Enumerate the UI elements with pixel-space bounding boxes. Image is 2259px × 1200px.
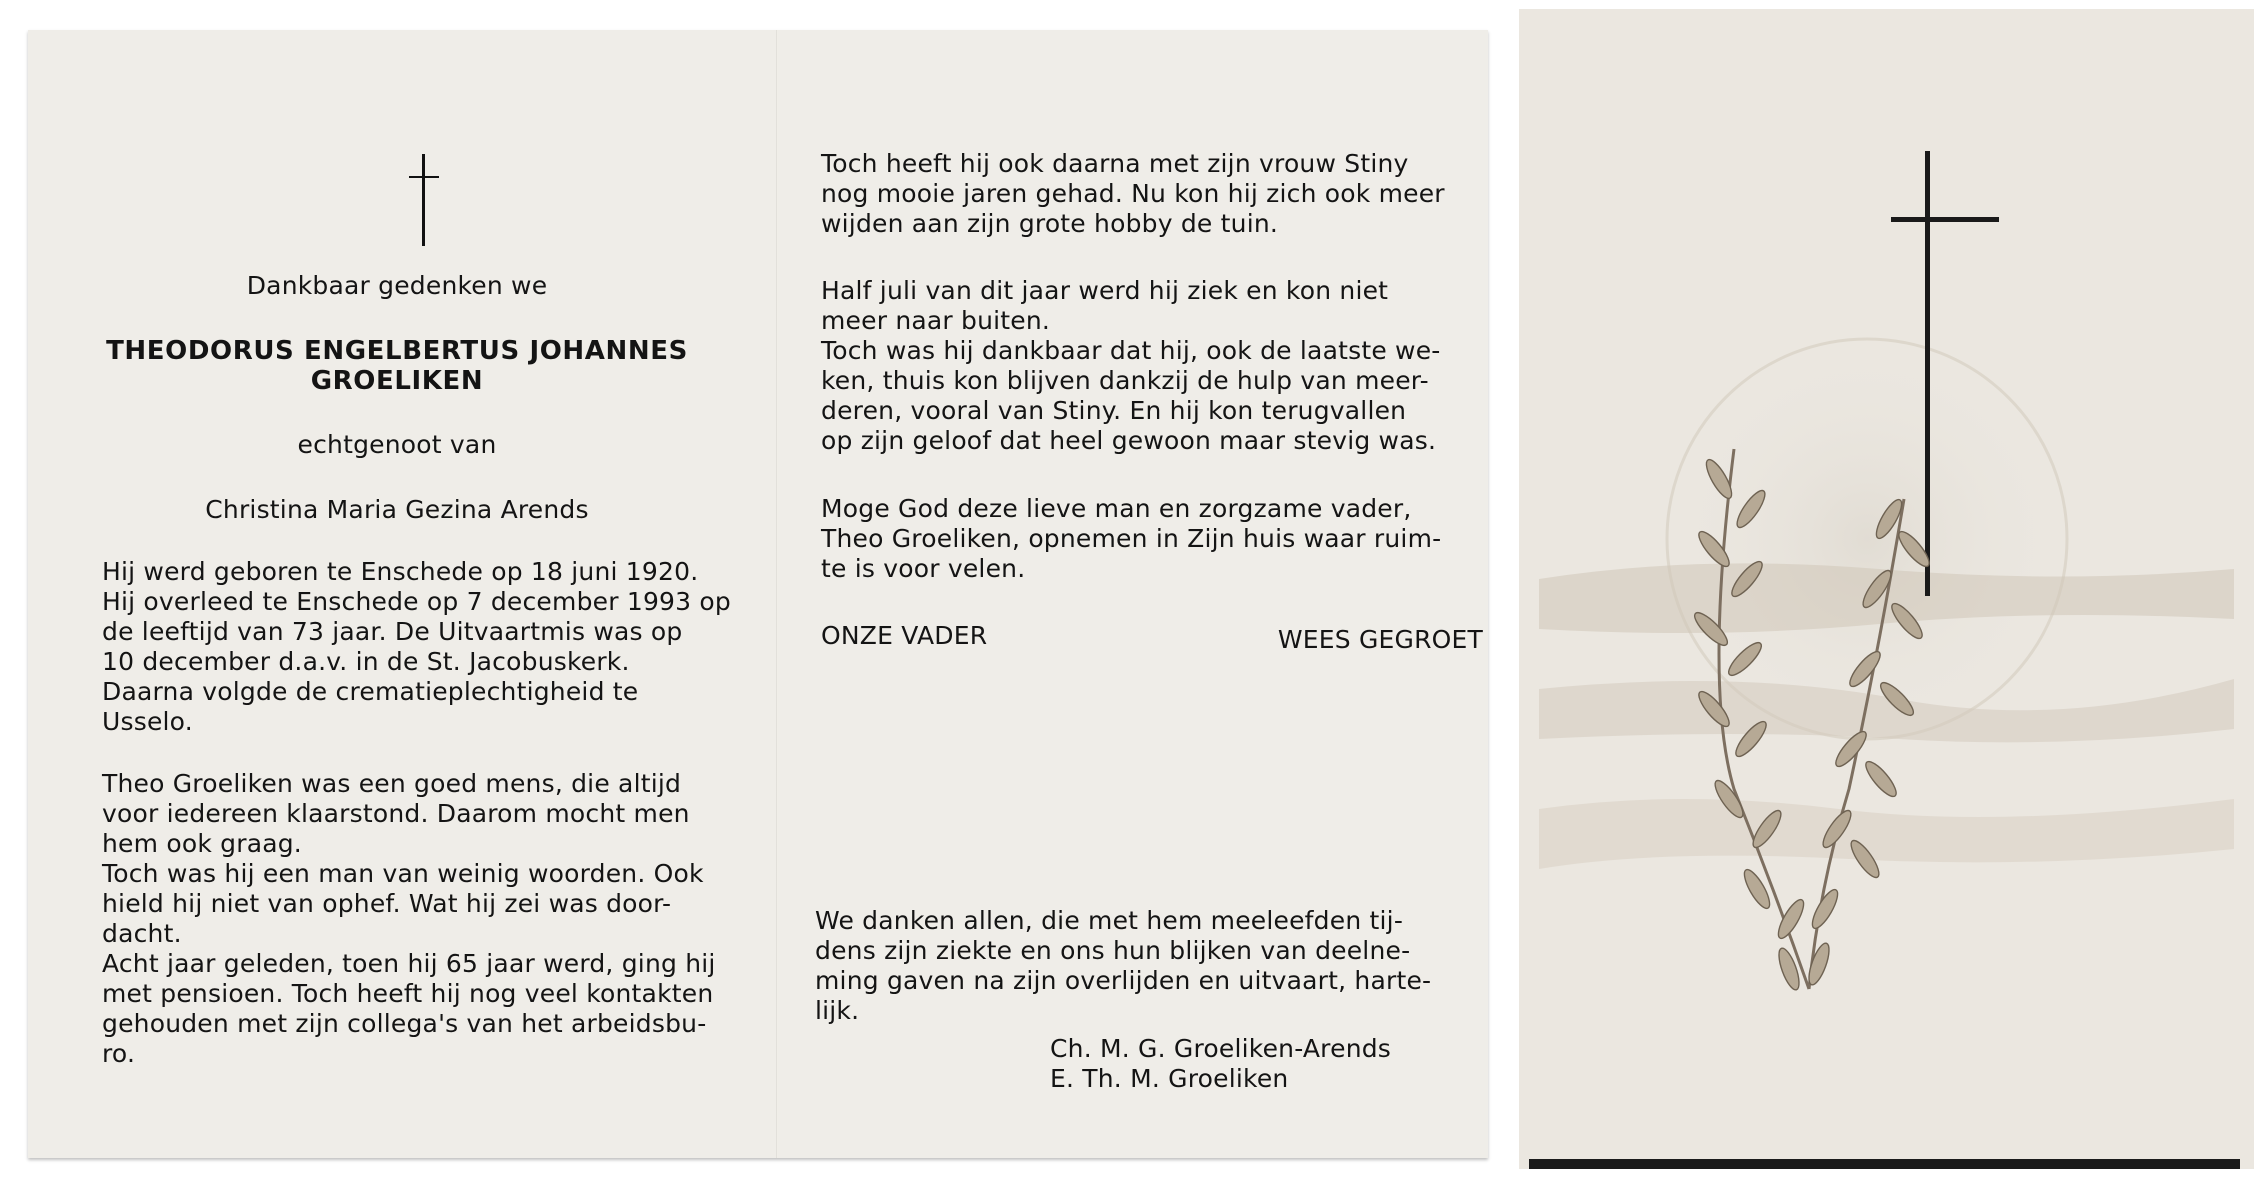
- brush-wash-icon: [1539, 563, 2234, 869]
- text-line: Toch was hij een man van weinig woorden. Ook: [102, 859, 704, 888]
- text-line: Toch was hij dankbaar dat hij, ook de laatste we-: [821, 336, 1441, 365]
- text-line: dacht.: [102, 919, 182, 948]
- intro-text: Dankbaar gedenken we: [246, 271, 548, 300]
- text-line: hem ook graag.: [102, 829, 302, 858]
- text-line: Usselo.: [102, 707, 193, 736]
- left-page: [72, 30, 731, 1158]
- text-line: lijk.: [815, 996, 860, 1025]
- text-line: gehouden met zijn collega's van het arbeidsbu-: [102, 1009, 707, 1038]
- later-years-paragraph: [821, 149, 1473, 239]
- text-line: Theo Groeliken was een goed mens, die altijd: [102, 769, 682, 798]
- text-line: Hij overleed te Enschede op 7 december 1993 op: [102, 587, 731, 616]
- prayer-card-cover: [1519, 9, 2254, 1169]
- text-line: met pensioen. Toch heeft hij nog veel kontakten: [102, 979, 714, 1008]
- text-line: op zijn geloof dat heel gewoon maar stevig was.: [821, 426, 1437, 455]
- text-line: de leeftijd van 73 jaar. De Uitvaartmis was op: [102, 617, 683, 646]
- text-line: Hij werd geboren te Enschede op 18 juni 1920.: [102, 557, 699, 586]
- text-line: Daarna volgde de crematieplechtigheid te: [102, 677, 639, 706]
- text-line: deren, vooral van Stiny. En hij kon terugvallen: [821, 396, 1407, 425]
- character-paragraph: [102, 769, 732, 1069]
- spouse-name: Christina Maria Gezina Arends: [205, 495, 589, 524]
- signature-widow: Ch. M. G. Groeliken-Arends: [1050, 1034, 1392, 1063]
- thanks-paragraph: [815, 906, 1477, 1026]
- text-line: meer naar buiten.: [821, 306, 1051, 335]
- text-line: We danken allen, die met hem meeleefden tij-: [815, 906, 1404, 935]
- text-line: wijden aan zijn grote hobby de tuin.: [821, 209, 1279, 238]
- text-line: te is voor velen.: [821, 554, 1026, 583]
- text-line: voor iedereen klaarstond. Daarom mocht men: [102, 799, 690, 828]
- cross-icon: [407, 154, 441, 246]
- text-line: hield hij niet van ophef. Wat hij zei was door-: [102, 889, 672, 918]
- text-line: dens zijn ziekte en ons hun blijken van deelne-: [815, 936, 1411, 965]
- text-line: Moge God deze lieve man en zorgzame vader,: [821, 494, 1412, 523]
- text-line: ming gaven na zijn overlijden en uitvaart, harte-: [815, 966, 1432, 995]
- right-page: [813, 30, 1483, 1158]
- text-line: ken, thuis kon blijven dankzij de hulp van meer-: [821, 366, 1429, 395]
- deceased-name-line1: THEODORUS ENGELBERTUS JOHANNES: [106, 336, 688, 366]
- prayer-paragraph: [821, 494, 1473, 584]
- text-line: Toch heeft hij ook daarna met zijn vrouw Stiny: [821, 149, 1409, 178]
- prayer-wees-gegroet: WEES GEGROET: [1277, 625, 1483, 654]
- text-line: nog mooie jaren gehad. Nu kon hij zich ook meer: [821, 179, 1445, 208]
- biography-paragraph: [102, 557, 732, 737]
- deceased-name-line2: GROELIKEN: [310, 366, 484, 396]
- circle-halo-icon: [1667, 339, 2067, 739]
- text-line: ro.: [102, 1039, 136, 1068]
- text-line: Acht jaar geleden, toen hij 65 jaar werd, ging hij: [102, 949, 716, 978]
- signature-child: E. Th. M. Groeliken: [1050, 1064, 1289, 1093]
- text-line: Theo Groeliken, opnemen in Zijn huis waar ruim-: [821, 524, 1442, 553]
- prayer-onze-vader: ONZE VADER: [821, 621, 988, 650]
- cover-artwork: [1519, 9, 2254, 1159]
- card-edge-shadow: [1529, 1159, 2240, 1169]
- relation-text: echtgenoot van: [297, 430, 497, 459]
- card-fold: [776, 30, 778, 1158]
- illness-paragraph: [821, 276, 1473, 456]
- text-line: Half juli van dit jaar werd hij ziek en kon niet: [821, 276, 1389, 305]
- text-line: 10 december d.a.v. in de St. Jacobuskerk.: [102, 647, 630, 676]
- prayer-card-inside: [28, 30, 1488, 1158]
